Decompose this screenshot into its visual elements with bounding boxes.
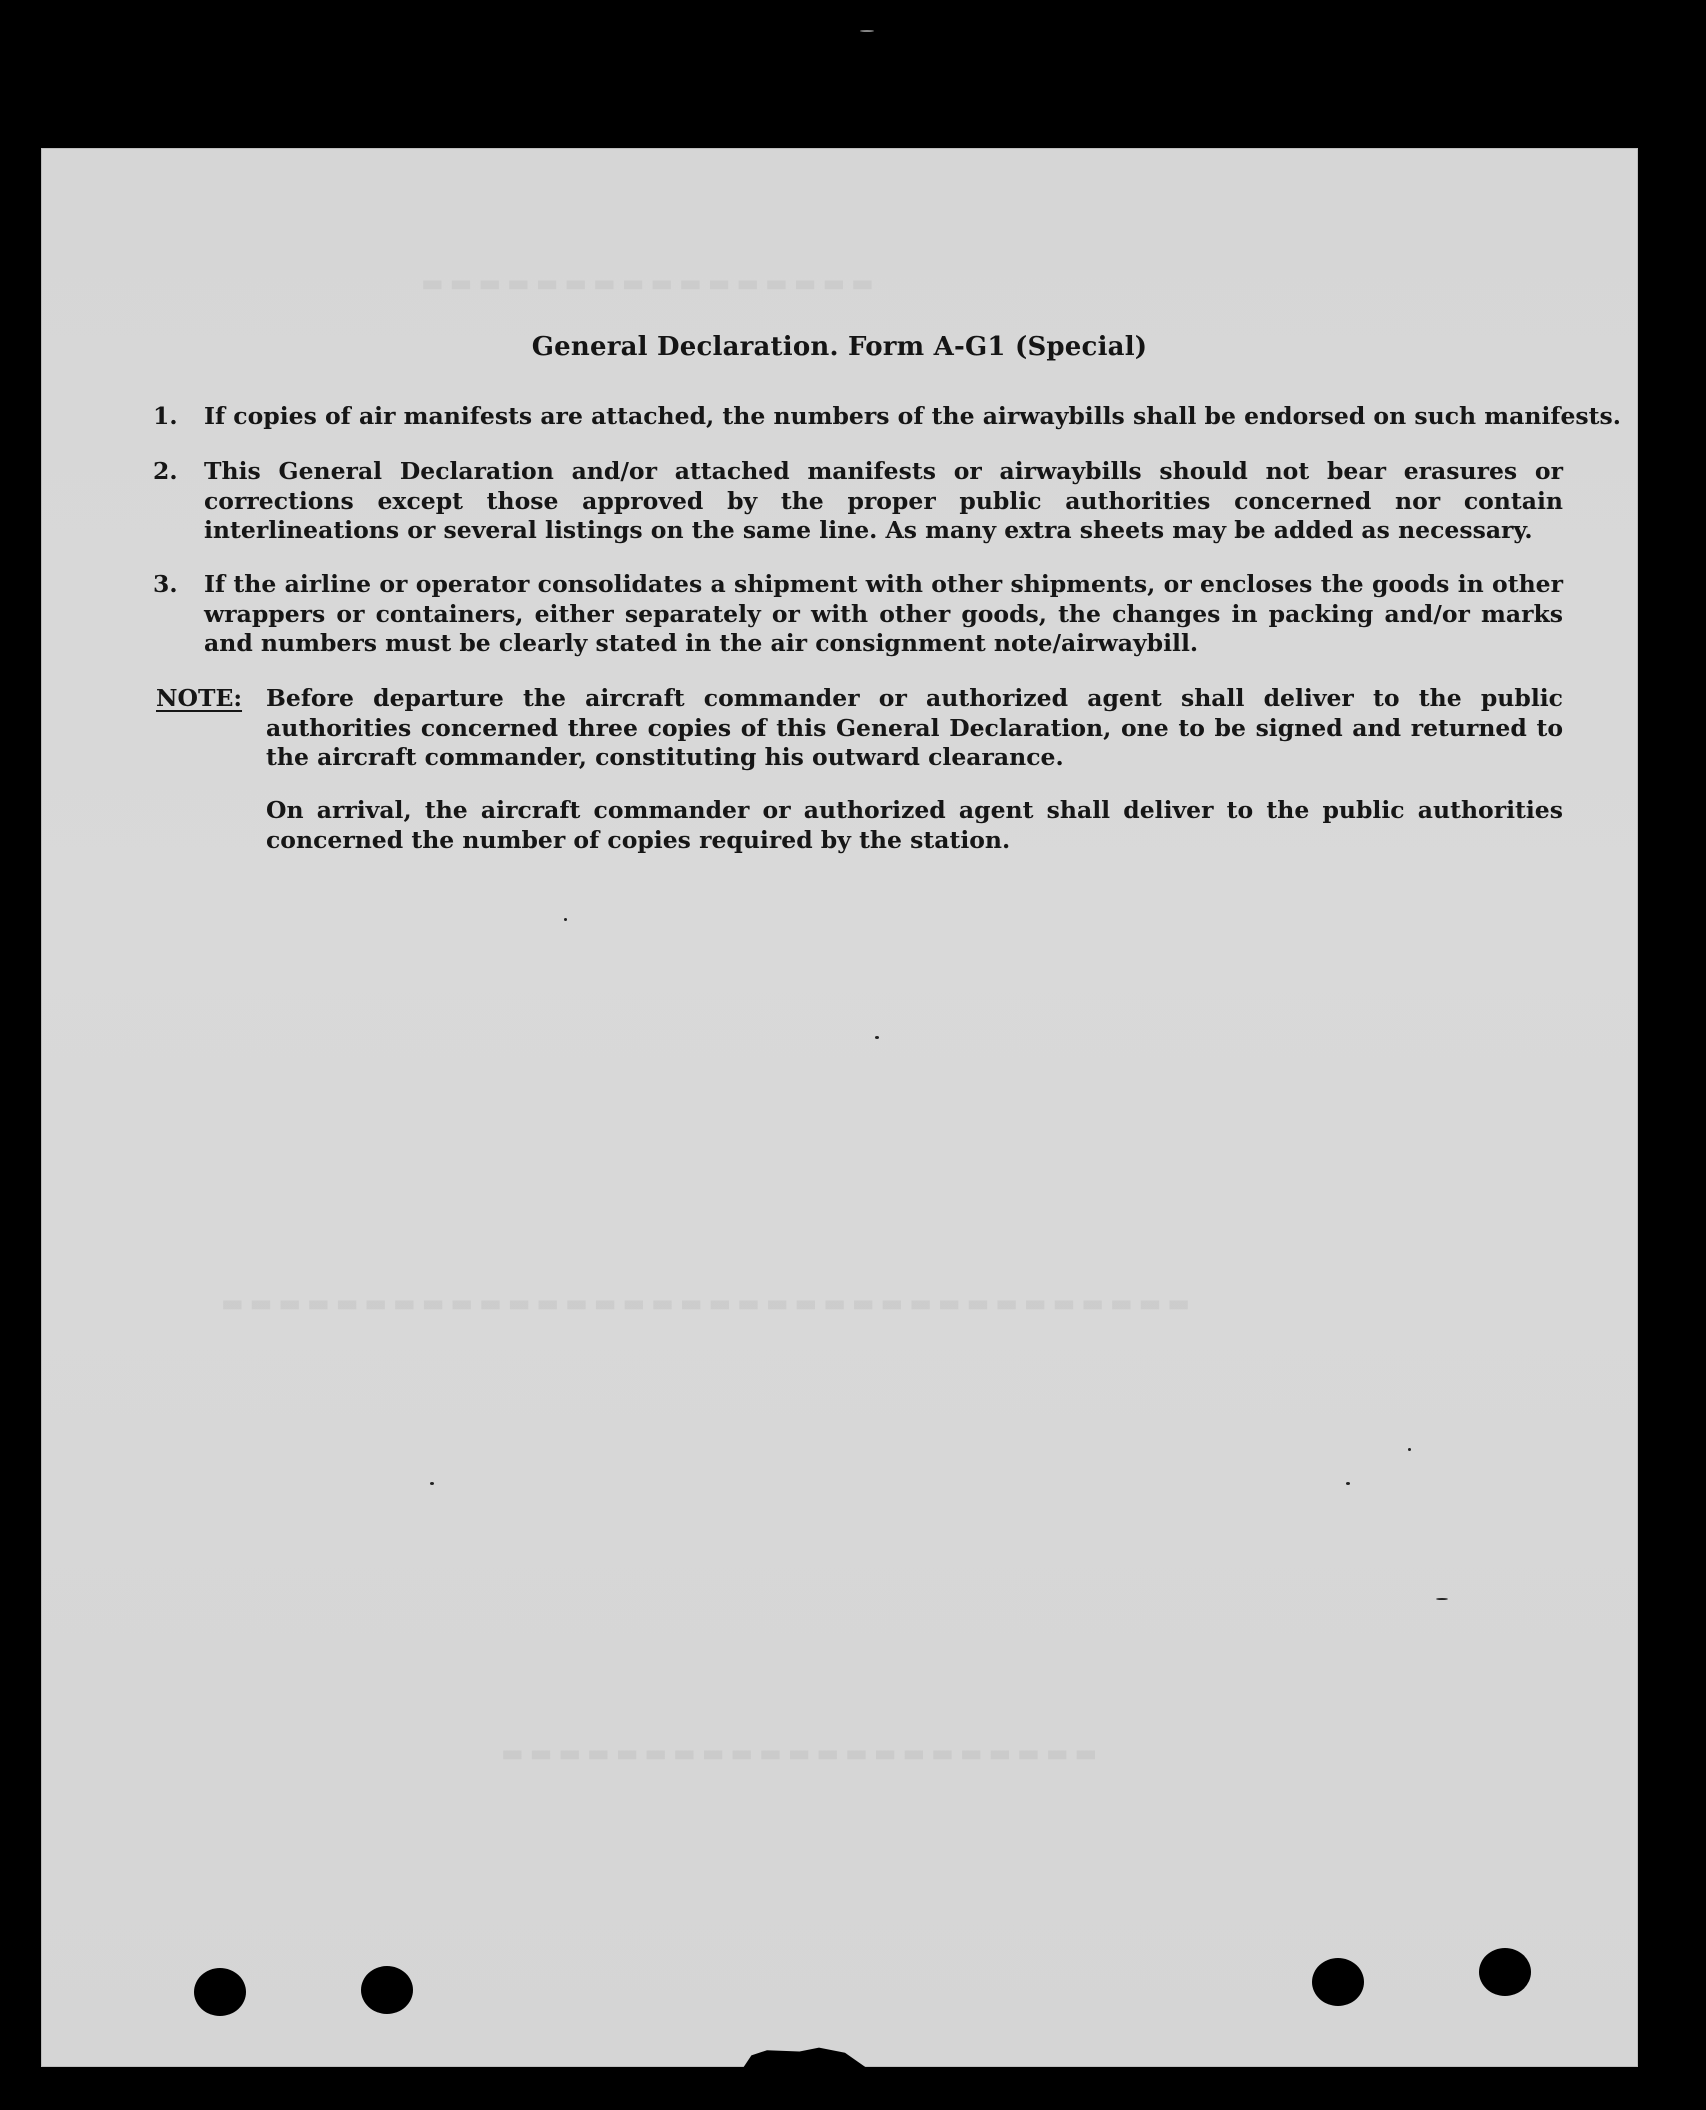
item-text: If copies of air manifests are attached, the numbers of the airwaybills shall be endorsed on such manifests.	[204, 402, 1621, 430]
torn-edge	[741, 2045, 871, 2071]
dust-speck	[860, 30, 874, 32]
document-page	[41, 148, 1638, 2067]
declaration-item-2	[153, 457, 1563, 547]
declaration-item-3	[153, 570, 1563, 660]
item-number: 2.	[153, 457, 178, 485]
declaration-item-1	[153, 402, 1621, 434]
punch-hole	[361, 1966, 413, 2014]
punch-hole	[1312, 1958, 1364, 2006]
note-paragraph-departure: Before departure the aircraft commander or authorized agent shall deliver to the public authorities concerned three copies of this General Declaration, one to be signed and returned to the aircraft commander, constituting his outward clearance.	[266, 684, 1563, 771]
dust-speck	[875, 1036, 879, 1039]
dust-speck	[1436, 1598, 1448, 1600]
dust-speck	[1346, 1482, 1350, 1485]
dust-speck	[430, 1482, 434, 1485]
dust-speck	[564, 918, 567, 921]
bleed-through-text: ▬▬▬▬▬▬▬▬▬▬▬▬▬▬▬▬	[421, 268, 880, 297]
note-paragraph-arrival: On arrival, the aircraft commander or authorized agent shall deliver to the public authorities concerned the number of copies required by the station.	[266, 796, 1563, 854]
item-text: This General Declaration and/or attached manifests or airwaybills should not bear erasures or corrections except those approved by the proper public authorities concerned nor contain interlineations or several listings on the same line. As many extra sheets may be added as necessary.	[204, 457, 1563, 544]
dust-speck	[1408, 1448, 1411, 1451]
bleed-through-text: ▬▬▬▬▬▬▬▬▬▬▬▬▬▬▬▬▬▬▬▬▬▬▬▬▬▬▬▬▬▬▬▬▬▬	[221, 1288, 1196, 1317]
item-number: 1.	[153, 402, 178, 430]
document-title: General Declaration. Form A-G1 (Special)	[531, 332, 1148, 362]
punch-hole	[1479, 1948, 1531, 1996]
item-text: If the airline or operator consolidates a shipment with other shipments, or encloses the goods in other wrappers or containers, either separately or with other goods, the changes in packing and/or marks and numbers must be clearly stated in the air consignment note/airwaybill.	[204, 570, 1563, 657]
bleed-through-text: ▬▬▬▬▬▬▬▬▬▬▬▬▬▬▬▬▬▬▬▬▬	[501, 1738, 1104, 1767]
note-label: NOTE:	[156, 684, 243, 712]
punch-hole	[194, 1968, 246, 2016]
item-number: 3.	[153, 570, 178, 598]
